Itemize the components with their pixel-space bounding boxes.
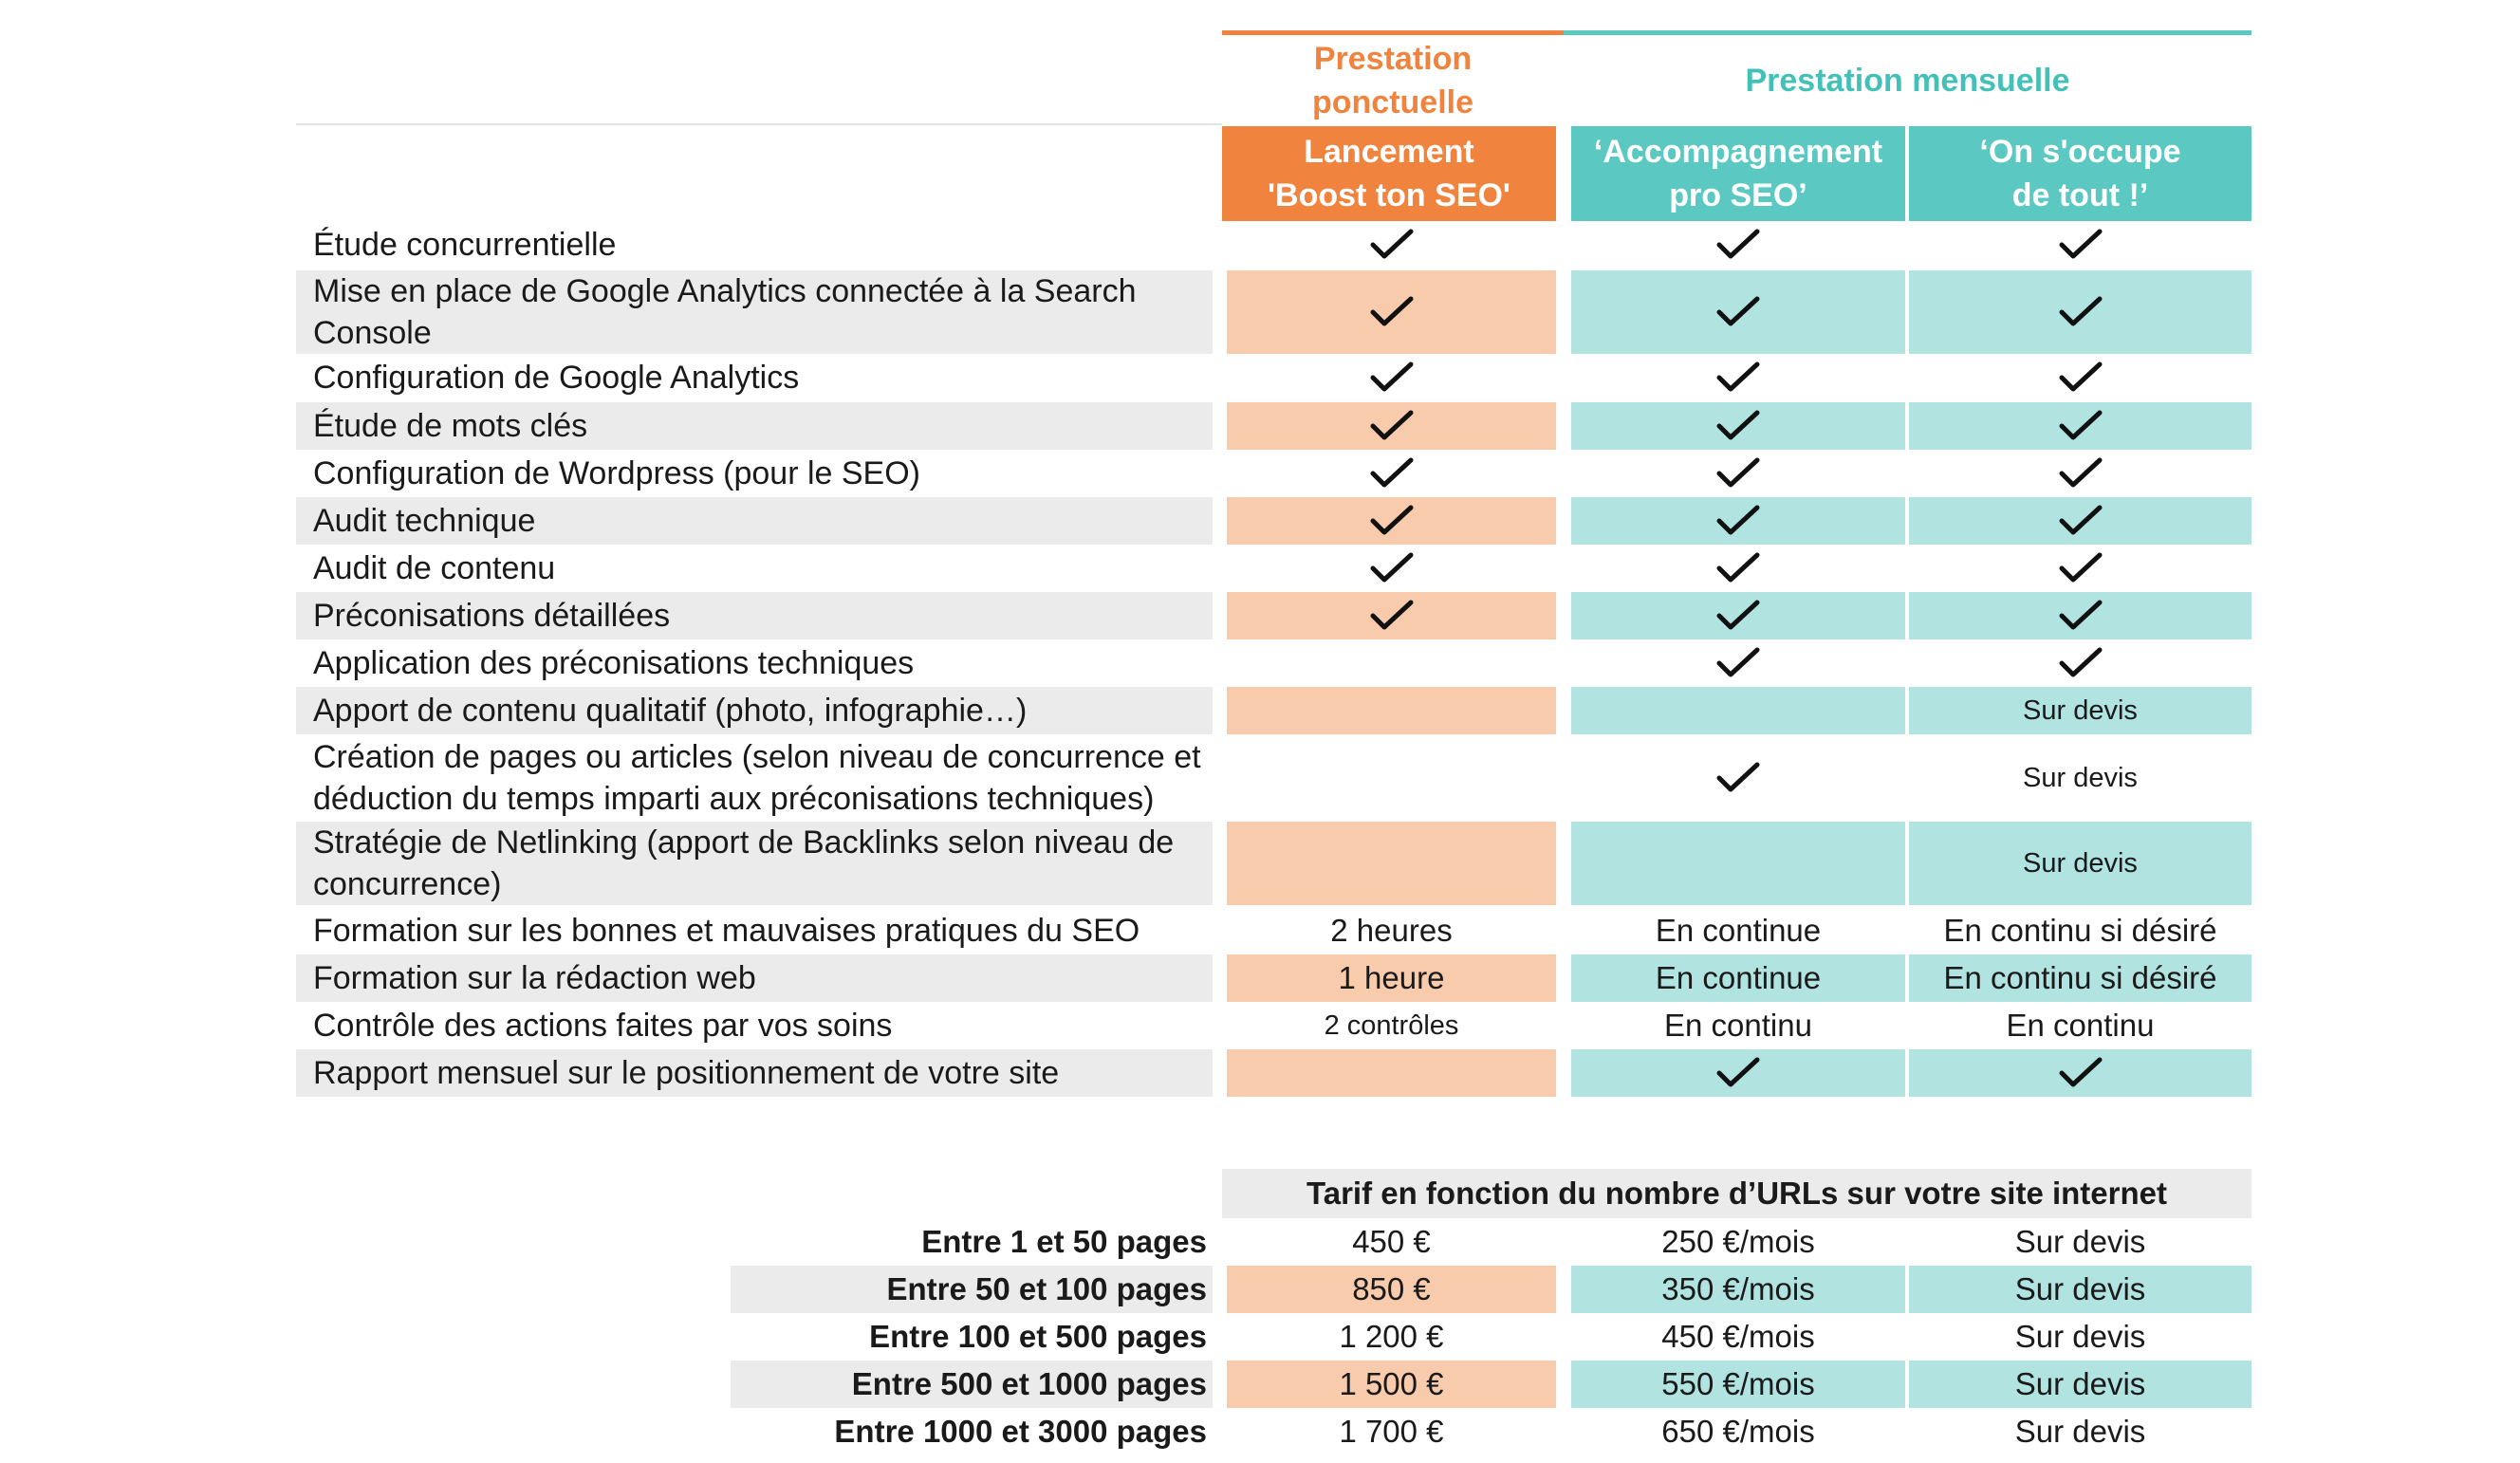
- feature-label: [296, 736, 1213, 820]
- feature-cell: [1909, 354, 2251, 401]
- cell-value: Sur devis: [2014, 1224, 2146, 1259]
- checkmark-icon: [1714, 359, 1762, 397]
- feature-label: [296, 954, 1213, 1002]
- pricing-row-label-text: Entre 100 et 500 pages: [869, 1319, 1207, 1354]
- feature-label: [296, 354, 1213, 401]
- feature-label-text: Préconisations détaillées: [313, 598, 671, 634]
- feature-label: [296, 1049, 1213, 1097]
- feature-label-text: Apport de contenu qualitatif (photo, infographie…): [313, 693, 1028, 729]
- feature-cell: [1571, 736, 1905, 820]
- pricing-title-text: Tarif en fonction du nombre d’URLs sur votre site internet: [1306, 1176, 2167, 1211]
- feature-label-text: Configuration de Google Analytics: [313, 360, 800, 396]
- checkmark-icon: [2057, 407, 2104, 445]
- checkmark-icon: [1368, 293, 1416, 331]
- pricing-title: [1222, 1169, 2251, 1218]
- feature-cell: [1909, 402, 2251, 450]
- feature-cell: [1909, 221, 2251, 269]
- feature-label: [296, 592, 1213, 639]
- checkmark-icon: [1368, 597, 1416, 635]
- feature-cell: [1909, 1049, 2251, 1097]
- pricing-cell: [1909, 1408, 2251, 1455]
- feature-cell: [1571, 545, 1905, 592]
- feature-cell: [1571, 822, 1905, 905]
- feature-label: [296, 270, 1213, 354]
- checkmark-icon: [1368, 454, 1416, 492]
- cell-value: En continue: [1655, 960, 1822, 995]
- feature-cell: [1571, 221, 1905, 269]
- cell-value: Sur devis: [2014, 1319, 2146, 1354]
- feature-cell: [1909, 497, 2251, 545]
- feature-cell: [1227, 402, 1556, 450]
- cell-value: 550 €/mois: [1661, 1366, 1815, 1401]
- feature-label-text: Mise en place de Google Analytics connectée à la Search Console: [313, 273, 1137, 351]
- feature-cell: [1227, 954, 1556, 1002]
- prestation-mensuelle-label: Prestation mensuelle: [1745, 62, 2070, 99]
- checkmark-icon: [2057, 549, 2104, 587]
- pricing-row-label-text: Entre 1 et 50 pages: [921, 1224, 1207, 1259]
- cell-value: 450 €: [1352, 1224, 1431, 1259]
- cell-value: Sur devis: [2014, 1366, 2146, 1401]
- feature-cell: [1571, 639, 1905, 687]
- col-header-accompagnement: [1571, 126, 1905, 221]
- feature-cell: [1909, 954, 2251, 1002]
- cell-value: En continu: [2006, 1008, 2155, 1043]
- feature-cell: [1227, 221, 1556, 269]
- feature-cell: [1227, 592, 1556, 639]
- checkmark-icon: [1714, 759, 1762, 797]
- checkmark-icon: [2057, 454, 2104, 492]
- pricing-cell: [1909, 1361, 2251, 1408]
- checkmark-icon: [1714, 1054, 1762, 1092]
- pricing-cell: [1909, 1266, 2251, 1313]
- checkmark-icon: [1368, 502, 1416, 540]
- feature-label: [296, 497, 1213, 545]
- prestation-ponctuelle-label: Prestation ponctuelle: [1311, 41, 1474, 120]
- cell-value: 450 €/mois: [1661, 1319, 1815, 1354]
- feature-cell: [1227, 1049, 1556, 1097]
- pricing-row-label: [731, 1313, 1213, 1361]
- col-header-tout: [1909, 126, 2251, 221]
- feature-label: [296, 687, 1213, 734]
- feature-label-text: Rapport mensuel sur le positionnement de votre site: [313, 1055, 1060, 1091]
- checkmark-icon: [1714, 644, 1762, 682]
- feature-label-text: Contrôle des actions faites par vos soins: [313, 1008, 893, 1044]
- cell-value: 2 heures: [1330, 913, 1453, 948]
- col-header-boost: [1222, 126, 1556, 221]
- cell-value: 1 200 €: [1339, 1319, 1444, 1354]
- cell-value: 350 €/mois: [1661, 1271, 1815, 1306]
- feature-cell: [1909, 545, 2251, 592]
- cell-value: 1 700 €: [1339, 1414, 1444, 1449]
- col-header-tout-label: ‘On s'occupe de tout !’: [1979, 134, 2181, 213]
- checkmark-icon: [2057, 644, 2104, 682]
- feature-cell: [1227, 545, 1556, 592]
- feature-cell: [1909, 687, 2251, 734]
- feature-cell: [1571, 907, 1905, 954]
- feature-label: [296, 545, 1213, 592]
- pricing-row-label: [731, 1408, 1213, 1455]
- feature-cell: [1227, 270, 1556, 354]
- pricing-cell: [1227, 1266, 1556, 1313]
- feature-cell: [1227, 687, 1556, 734]
- pricing-cell: [1227, 1313, 1556, 1361]
- prestation-ponctuelle-header: [1222, 38, 1564, 123]
- cell-value: 650 €/mois: [1661, 1414, 1815, 1449]
- feature-cell: [1571, 450, 1905, 497]
- cell-value: 1 heure: [1338, 960, 1445, 995]
- cell-value: Sur devis: [2014, 1414, 2146, 1449]
- cell-value: 1 500 €: [1339, 1366, 1444, 1401]
- feature-label-text: Audit technique: [313, 503, 536, 539]
- feature-cell: [1909, 270, 2251, 354]
- pricing-cell: [1571, 1361, 1905, 1408]
- cell-value: Sur devis: [2023, 694, 2138, 726]
- feature-label: [296, 907, 1213, 954]
- feature-label: [296, 221, 1213, 269]
- prestation-mensuelle-header: [1564, 38, 2251, 123]
- pricing-row-label-text: Entre 500 et 1000 pages: [851, 1366, 1207, 1401]
- cell-value: Sur devis: [2023, 762, 2138, 793]
- mensuelle-top-rule: [1564, 30, 2251, 35]
- checkmark-icon: [1368, 407, 1416, 445]
- checkmark-icon: [1714, 597, 1762, 635]
- cell-value: Sur devis: [2023, 847, 2138, 879]
- header-left-divider: [296, 123, 1222, 125]
- checkmark-icon: [1714, 454, 1762, 492]
- pricing-cell: [1227, 1361, 1556, 1408]
- col-header-accompagnement-label: ‘Accompagnement pro SEO’: [1593, 134, 1883, 213]
- feature-cell: [1227, 822, 1556, 905]
- feature-label-text: Étude de mots clés: [313, 408, 588, 444]
- pricing-cell: [1571, 1266, 1905, 1313]
- feature-cell: [1571, 402, 1905, 450]
- feature-label-text: Stratégie de Netlinking (apport de Backlinks selon niveau de concurrence): [313, 824, 1175, 902]
- checkmark-icon: [1368, 359, 1416, 397]
- feature-cell: [1909, 639, 2251, 687]
- feature-label-text: Application des préconisations techniques: [313, 645, 915, 681]
- pricing-row-label-text: Entre 50 et 100 pages: [886, 1271, 1207, 1306]
- feature-label: [296, 450, 1213, 497]
- pricing-cell: [1571, 1408, 1905, 1455]
- pricing-row-label: [731, 1218, 1213, 1266]
- pricing-cell: [1227, 1408, 1556, 1455]
- checkmark-icon: [1714, 549, 1762, 587]
- pricing-row-label: [731, 1266, 1213, 1313]
- checkmark-icon: [1714, 502, 1762, 540]
- checkmark-icon: [2057, 293, 2104, 331]
- feature-label-text: Étude concurrentielle: [313, 227, 617, 263]
- feature-cell: [1227, 907, 1556, 954]
- cell-value: En continu si désiré: [1943, 913, 2217, 948]
- pricing-cell: [1909, 1218, 2251, 1266]
- feature-cell: [1571, 497, 1905, 545]
- checkmark-icon: [1714, 226, 1762, 264]
- checkmark-icon: [1368, 549, 1416, 587]
- cell-value: 850 €: [1352, 1271, 1431, 1306]
- feature-cell: [1227, 639, 1556, 687]
- col-header-boost-label: Lancement 'Boost ton SEO': [1267, 134, 1511, 213]
- cell-value: Sur devis: [2014, 1271, 2146, 1306]
- feature-label-text: Configuration de Wordpress (pour le SEO): [313, 455, 921, 491]
- cell-value: En continu si désiré: [1943, 960, 2217, 995]
- feature-cell: [1227, 497, 1556, 545]
- pricing-cell: [1227, 1218, 1556, 1266]
- checkmark-icon: [2057, 502, 2104, 540]
- feature-label-text: Création de pages ou articles (selon niveau de concurrence et déduction du temps imparti aux préconisations techniques): [313, 739, 1201, 817]
- pricing-cell: [1571, 1218, 1905, 1266]
- checkmark-icon: [1368, 226, 1416, 264]
- feature-cell: [1571, 354, 1905, 401]
- feature-cell: [1909, 1002, 2251, 1049]
- cell-value: En continue: [1655, 913, 1822, 948]
- pricing-row-label-text: Entre 1000 et 3000 pages: [834, 1414, 1207, 1449]
- feature-cell: [1571, 954, 1905, 1002]
- feature-cell: [1571, 1049, 1905, 1097]
- checkmark-icon: [2057, 359, 2104, 397]
- feature-label-text: Formation sur la rédaction web: [313, 960, 756, 996]
- feature-cell: [1571, 687, 1905, 734]
- ponctuelle-top-rule: [1222, 30, 1564, 35]
- pricing-cell: [1571, 1313, 1905, 1361]
- feature-cell: [1909, 907, 2251, 954]
- feature-cell: [1227, 736, 1556, 820]
- pricing-row-label: [731, 1361, 1213, 1408]
- feature-cell: [1227, 1002, 1556, 1049]
- feature-cell: [1909, 450, 2251, 497]
- feature-label: [296, 1002, 1213, 1049]
- pricing-cell: [1909, 1313, 2251, 1361]
- checkmark-icon: [2057, 226, 2104, 264]
- feature-cell: [1571, 1002, 1905, 1049]
- feature-label: [296, 822, 1213, 905]
- checkmark-icon: [2057, 597, 2104, 635]
- feature-label-text: Formation sur les bonnes et mauvaises pratiques du SEO: [313, 913, 1140, 949]
- cell-value: 250 €/mois: [1661, 1224, 1815, 1259]
- checkmark-icon: [2057, 1054, 2104, 1092]
- feature-cell: [1909, 592, 2251, 639]
- feature-cell: [1909, 736, 2251, 820]
- feature-label-text: Audit de contenu: [313, 550, 556, 586]
- cell-value: En continu: [1664, 1008, 1812, 1043]
- checkmark-icon: [1714, 407, 1762, 445]
- cell-value: 2 contrôles: [1324, 1009, 1459, 1041]
- feature-cell: [1909, 822, 2251, 905]
- checkmark-icon: [1714, 293, 1762, 331]
- feature-label: [296, 402, 1213, 450]
- feature-cell: [1571, 270, 1905, 354]
- feature-cell: [1227, 450, 1556, 497]
- feature-label: [296, 639, 1213, 687]
- feature-cell: [1227, 354, 1556, 401]
- feature-cell: [1571, 592, 1905, 639]
